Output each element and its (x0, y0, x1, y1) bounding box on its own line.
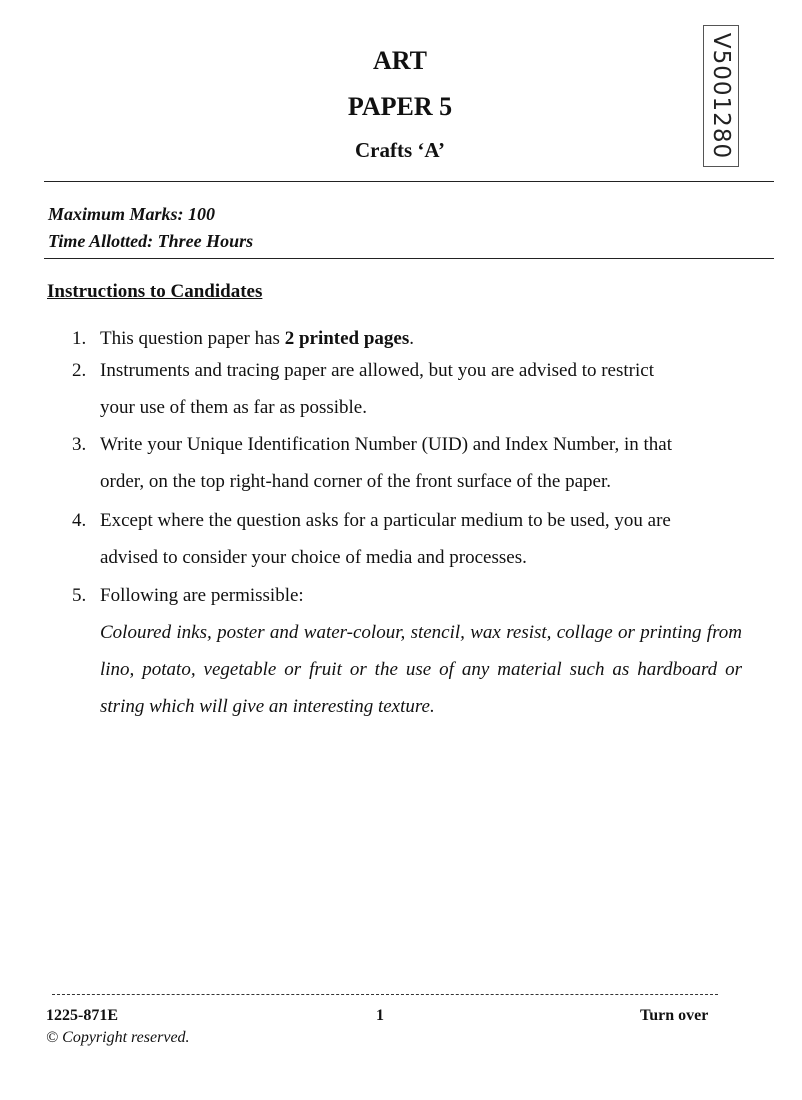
item-text: This question paper has (100, 328, 285, 349)
item-number: 4. (72, 510, 87, 531)
maximum-marks: Maximum Marks: 100 (48, 204, 216, 224)
item-text-cont: advised to consider your choice of media and processes. (100, 547, 527, 568)
item-number: 1. (72, 328, 87, 349)
permissible-media-list: Coloured inks, poster and water-colour, stencil, wax resist, collage or printing from lino, potato, vegetable or fruit or the use of any material such as hardboard or string which will give an interesting texture. (100, 622, 742, 717)
subject-title: ART (373, 46, 427, 75)
item-text: Instruments and tracing paper are allowed, but you are advised to restrict (100, 360, 654, 381)
time-allotted: Time Allotted: Three Hours (48, 231, 254, 251)
footer-divider (52, 994, 718, 995)
page-number: 1 (376, 1007, 384, 1024)
item-text-cont: your use of them as far as possible. (100, 397, 367, 418)
item-text: Following are permissible: (100, 585, 304, 606)
instruction-item (72, 577, 742, 725)
item-text: Except where the question asks for a particular medium to be used, you are (100, 510, 671, 531)
item-number: 3. (72, 434, 87, 455)
copyright-notice: © Copyright reserved. (46, 1029, 190, 1046)
item-number: 2. (72, 360, 87, 381)
meta-divider (44, 258, 774, 259)
instruction-item (72, 426, 742, 500)
item-text: Write your Unique Identification Number (UID) and Index Number, in that (100, 434, 672, 455)
section-title: Crafts ‘A’ (355, 138, 445, 162)
paper-code: 1225-871E (46, 1007, 118, 1024)
item-text-bold: 2 printed pages (284, 328, 410, 349)
turn-over-note: Turn over (640, 1007, 709, 1024)
item-text-cont: order, on the top right-hand corner of the front surface of the paper. (100, 471, 611, 492)
top-divider (44, 181, 774, 182)
paper-title: PAPER 5 (347, 92, 453, 121)
uid-stamp (703, 25, 739, 167)
item-number: 5. (72, 585, 87, 606)
uid-stamp-text: V5001280 (708, 32, 735, 160)
instructions-heading: Instructions to Candidates (47, 281, 263, 302)
instruction-item (72, 352, 742, 426)
instruction-item (72, 502, 742, 576)
item-text-end: . (409, 328, 415, 349)
